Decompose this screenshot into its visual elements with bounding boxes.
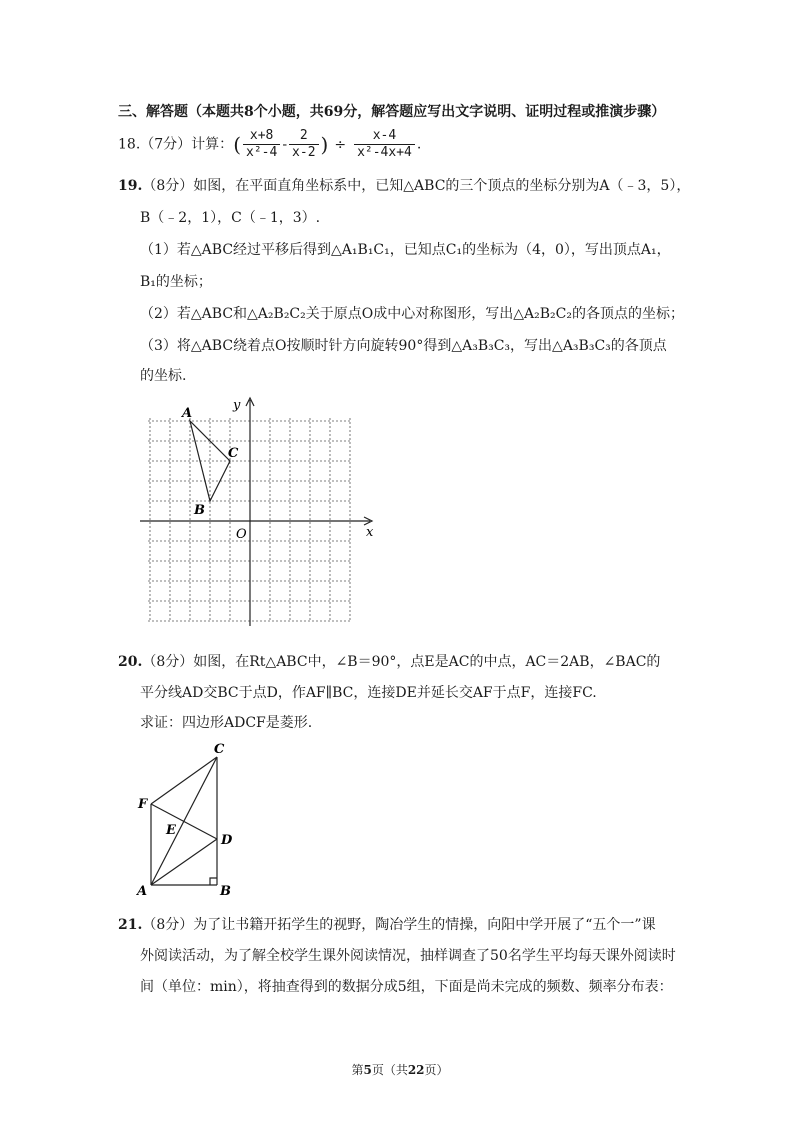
q19-number: 19. bbox=[118, 178, 143, 194]
q18-minus: - bbox=[282, 136, 288, 153]
label-C: C bbox=[228, 446, 239, 461]
page-footer bbox=[0, 1061, 800, 1078]
q18-frac3-numerator: x-4 bbox=[354, 128, 415, 145]
question-20-line-1 bbox=[118, 652, 660, 672]
q18-frac2-numerator: 2 bbox=[289, 128, 318, 145]
question-19-line-1 bbox=[118, 176, 690, 196]
q18-divide: ÷ bbox=[334, 136, 347, 153]
footer-total-pages: 22 bbox=[407, 1063, 425, 1077]
q18-frac3-denominator: x²-4x+4 bbox=[357, 145, 412, 160]
q19-part-3-line-1: （3）将△ABC绕着点O按顺时针方向旋转90°得到△A₃B₃C₃，写出△A₃B₃C₃的各顶点 bbox=[140, 338, 667, 354]
label-B: B bbox=[194, 503, 205, 518]
q21-text-line-2: 外阅读活动，为了解全校学生课外阅读情况，抽样调查了50名学生平均每天课外阅读时 bbox=[140, 948, 676, 964]
section-heading: 三、解答题（本题共8个小题，共69分，解答题应写出文字说明、证明过程或推演步骤） bbox=[118, 104, 666, 120]
grid-lines bbox=[148, 418, 350, 621]
q20-text-line-2: 平分线AD交BC于点D，作AF∥BC，连接DE并延长交AF于点F，连接FC. bbox=[140, 685, 597, 701]
question-18 bbox=[118, 128, 421, 161]
footer-mid: 页（共 bbox=[371, 1063, 408, 1077]
left-paren: ( bbox=[233, 132, 241, 157]
q19-text-line-1: （8分）如图，在平面直角坐标系中，已知△ABC的三个顶点的坐标分别为A（﹣3，5）， bbox=[142, 178, 691, 194]
label-C: C bbox=[214, 742, 225, 757]
label-A: A bbox=[182, 406, 193, 421]
footer-suffix: 页） bbox=[424, 1063, 449, 1077]
label-x: x bbox=[366, 525, 374, 540]
q18-fraction-3 bbox=[354, 128, 415, 161]
label-y: y bbox=[233, 398, 241, 413]
footer-prefix: 第 bbox=[351, 1063, 364, 1077]
q18-frac2-denominator: x-2 bbox=[292, 145, 316, 160]
q20-text-line-1: （8分）如图，在Rt△ABC中，∠B＝90°，点E是AC的中点，AC＝2AB，∠BAC的 bbox=[142, 654, 661, 670]
coordinate-grid-figure bbox=[140, 396, 380, 626]
q20-text-line-3: 求证：四边形ADCF是菱形. bbox=[140, 715, 313, 731]
q18-fraction-1 bbox=[243, 128, 280, 161]
q18-frac1-numerator: x+8 bbox=[243, 128, 280, 145]
q19-text-line-2: B（﹣2，1），C（﹣1，3）. bbox=[140, 210, 321, 226]
q21-text-line-1: （8分）为了让书籍开拓学生的视野，陶冶学生的情操，向阳中学开展了“五个一”课 bbox=[142, 917, 656, 933]
q18-frac1-denominator: x²-4 bbox=[246, 145, 278, 160]
figure-lines bbox=[151, 757, 217, 885]
q19-part-3-line-2: 的坐标. bbox=[140, 368, 187, 384]
q21-number: 21. bbox=[118, 917, 143, 933]
label-E: E bbox=[166, 823, 176, 838]
label-O: O bbox=[236, 527, 247, 542]
q19-part-1-line-2: B₁的坐标； bbox=[140, 274, 212, 290]
q19-part-2: （2）若△ABC和△A₂B₂C₂关于原点O成中心对称图形，写出△A₂B₂C₂的各顶点的坐标； bbox=[140, 306, 684, 322]
question-21-line-1 bbox=[118, 915, 656, 935]
rhombus-figure bbox=[134, 740, 244, 900]
footer-page-number: 5 bbox=[363, 1063, 372, 1077]
q18-fraction-2 bbox=[289, 128, 318, 161]
label-D: D bbox=[221, 833, 233, 848]
q21-text-line-3: 间（单位：min），将抽查得到的数据分成5组，下面是尚未完成的频数、频率分布表： bbox=[140, 979, 673, 995]
q18-period: . bbox=[416, 136, 422, 153]
right-paren: ) bbox=[320, 132, 329, 157]
q20-number: 20. bbox=[118, 654, 143, 670]
q18-number: 18. bbox=[118, 136, 141, 153]
q19-part-1-line-1: （1）若△ABC经过平移后得到△A₁B₁C₁，已知点C₁的坐标为（4，0），写出顶点A₁， bbox=[140, 242, 671, 258]
q18-score: （7分）计算： bbox=[140, 136, 234, 153]
label-A: A bbox=[137, 884, 148, 899]
label-B: B bbox=[220, 884, 231, 899]
label-F: F bbox=[138, 797, 148, 812]
